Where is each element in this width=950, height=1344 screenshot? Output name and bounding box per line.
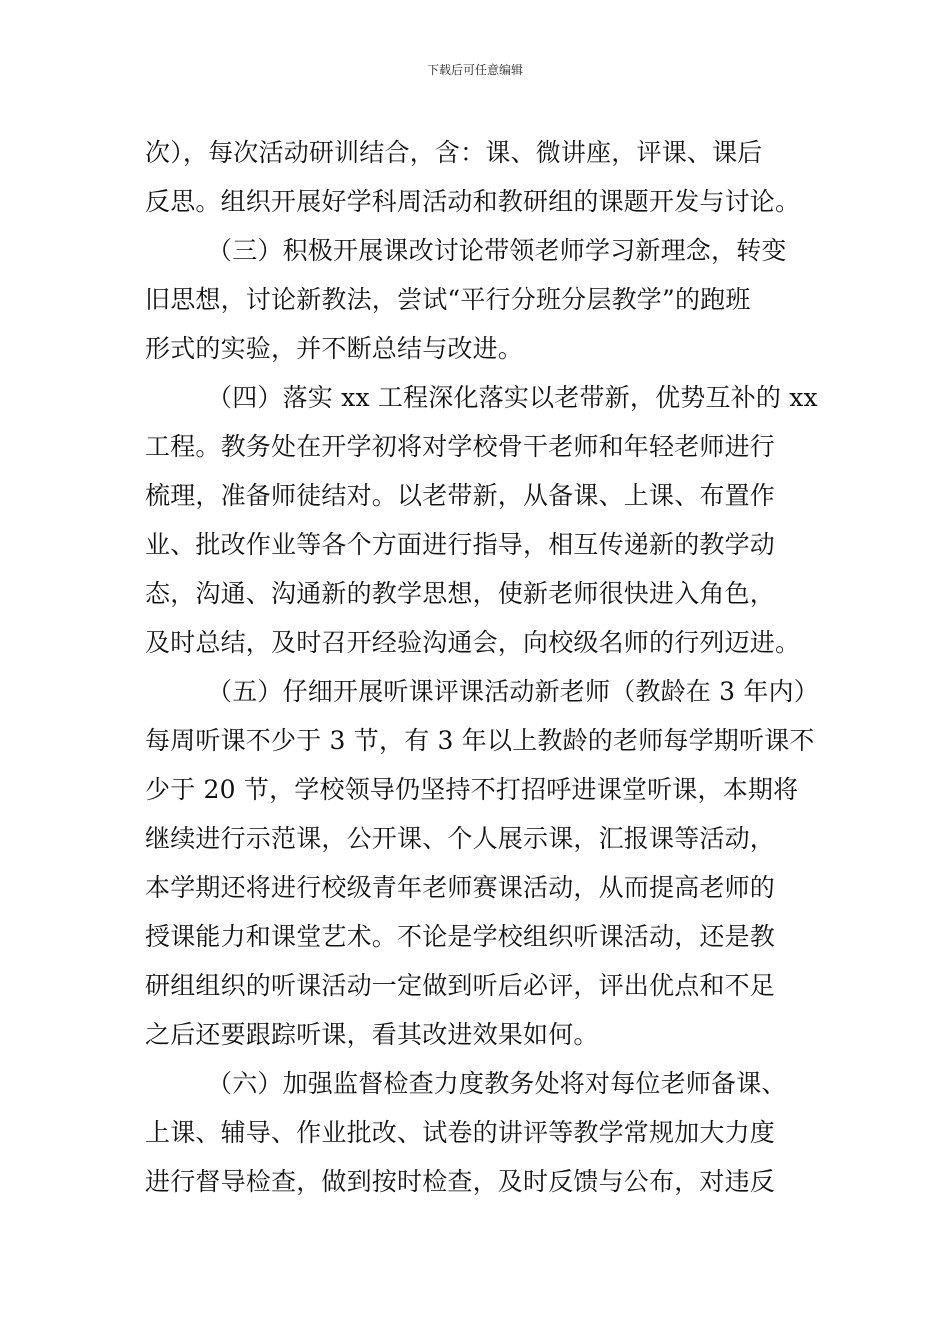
- page-header: 下载后可任意编辑: [426, 63, 523, 77]
- paragraph-section-3: [145, 226, 810, 373]
- text-line: 本学期还将进行校级青年老师赛课活动，从而提高老师的: [145, 873, 776, 902]
- paragraph-section-4: [145, 373, 818, 667]
- text-line: （三）积极开展课改讨论带领老师学习新理念，转变: [207, 236, 787, 265]
- text-line: 上课、辅导、作业批改、试卷的讲评等教学常规加大力度: [145, 1118, 776, 1147]
- paragraph-continuation: [145, 128, 810, 226]
- text-line: 进行督导检查，做到按时检查，及时反馈与公布，对违反: [145, 1167, 776, 1196]
- text-line: 及时总结，及时召开经验沟通会，向校级名师的行列迈进。: [145, 628, 801, 657]
- text-line: 业、批改作业等各个方面进行指导，相互传递新的教学动: [145, 530, 776, 559]
- text-line: 每周听课不少于 3 节，有 3 年以上教龄的老师每学期听课不: [145, 726, 815, 755]
- text-line: 旧思想，讨论新教法，尝试“平行分班分层教学”的跑班: [145, 285, 751, 314]
- text-line: 态，沟通、沟通新的教学思想，使新老师很快进入角色，: [145, 579, 776, 608]
- text-line: （四）落实 xx 工程深化落实以老带新，优势互补的 xx: [207, 383, 818, 412]
- text-line: 研组组织的听课活动一定做到听后必评，评出优点和不足: [145, 971, 776, 1000]
- text-line: 授课能力和课堂艺术。不论是学校组织听课活动，还是教: [145, 922, 776, 951]
- text-line: 形式的实验，并不断总结与改进。: [145, 334, 524, 363]
- text-line: 少于 20 节，学校领导仍坚持不打招呼进课堂听课，本期将: [145, 775, 799, 804]
- paragraph-section-6: [145, 1059, 810, 1206]
- document-body: [145, 128, 820, 1206]
- text-line: 之后还要跟踪听课，看其改进效果如何。: [145, 1020, 599, 1049]
- paragraph-section-5: [145, 667, 820, 1059]
- text-line: （六）加强监督检查力度教务处将对每位老师备课、: [207, 1069, 787, 1098]
- text-line: 梳理，准备师徒结对。以老带新，从备课、上课、布置作: [145, 481, 776, 510]
- text-line: （五）仔细开展听课评课活动新老师（教龄在 3 年内）: [207, 677, 820, 706]
- text-line: 次），每次活动研训结合，含：课、微讲座，评课、课后: [145, 138, 763, 167]
- text-line: 反思。组织开展好学科周活动和教研组的课题开发与讨论。: [145, 187, 801, 216]
- text-line: 工程。教务处在开学初将对学校骨干老师和年轻老师进行: [145, 432, 776, 461]
- text-line: 继续进行示范课，公开课、个人展示课，汇报课等活动，: [145, 824, 776, 853]
